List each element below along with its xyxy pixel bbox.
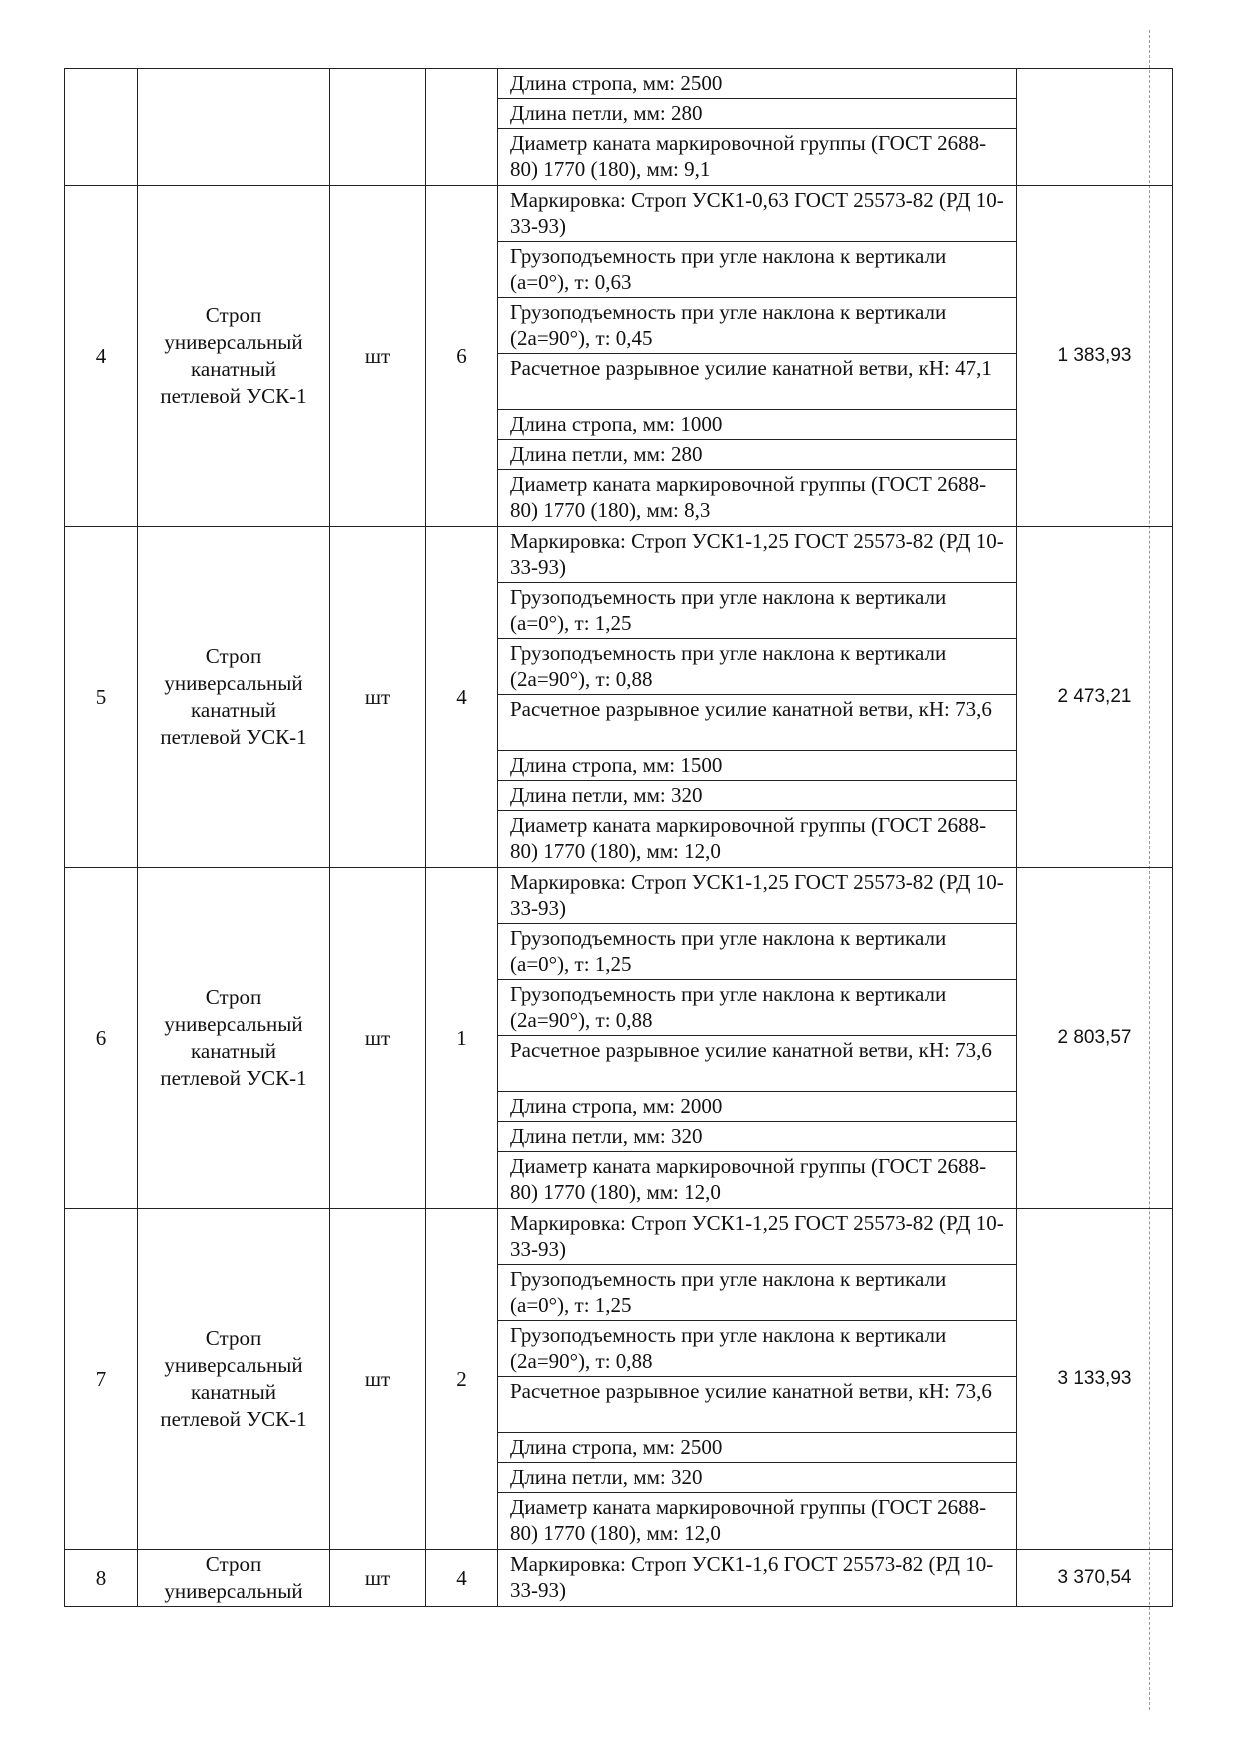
spec-line: Грузоподъемность при угле наклона к вертикали (a=0°), т: 0,63 [498, 242, 1016, 298]
quantity-cell: 1 [426, 868, 498, 1209]
spec-line: Грузоподъемность при угле наклона к вертикали (2a=90°), т: 0,88 [498, 1321, 1016, 1377]
spec-line: Диаметр каната маркировочной группы (ГОСТ 2688-80) 1770 (180), мм: 12,0 [510, 1154, 987, 1204]
quantity-cell: 2 [426, 1209, 498, 1550]
unit-cell: шт [330, 1209, 426, 1550]
spec-line: Грузоподъемность при угле наклона к вертикали (2a=90°), т: 0,45 [498, 298, 1016, 354]
row-number-cell: 8 [65, 1550, 138, 1607]
row-number-cell: 7 [65, 1209, 138, 1550]
row-number-cell: 4 [65, 186, 138, 527]
spec-line: Маркировка: Строп УСК1-0,63 ГОСТ 25573-82 (РД 10-33-93) [498, 186, 1016, 242]
price-cell: 3 133,93 [1017, 1209, 1173, 1550]
spec-line: Диаметр каната маркировочной группы (ГОСТ 2688-80) 1770 (180), мм: 12,0 [510, 1495, 987, 1545]
item-name-cell [138, 69, 330, 186]
spec-line: Длина петли, мм: 320 [498, 1463, 1016, 1493]
spec-line: Расчетное разрывное усилие канатной ветви, кН: 73,6 [498, 695, 1016, 751]
spec-line: Длина стропа, мм: 2500 [498, 69, 1016, 99]
row-number-cell: 6 [65, 868, 138, 1209]
unit-cell: шт [330, 527, 426, 868]
table-row [65, 527, 1173, 868]
price-cell: 1 383,93 [1017, 186, 1173, 527]
price-cell: 2 473,21 [1017, 527, 1173, 868]
unit-cell: шт [330, 186, 426, 527]
spec-line: Длина стропа, мм: 1500 [498, 751, 1016, 781]
table-body [65, 69, 1173, 1607]
quantity-cell: 4 [426, 1550, 498, 1607]
spec-line: Маркировка: Строп УСК1-1,25 ГОСТ 25573-82 (РД 10-33-93) [498, 1209, 1016, 1265]
specifications-cell [498, 1209, 1017, 1550]
spec-line: Маркировка: Строп УСК1-1,25 ГОСТ 25573-82 (РД 10-33-93) [498, 868, 1016, 924]
spec-line: Длина петли, мм: 320 [498, 1122, 1016, 1152]
specifications-cell [498, 527, 1017, 868]
spec-line: Грузоподъемность при угле наклона к вертикали (2a=90°), т: 0,88 [498, 639, 1016, 695]
item-name-cell: Строп универсальный канатный петлевой УСК-1 [138, 1209, 330, 1550]
price-cell: 2 803,57 [1017, 868, 1173, 1209]
spec-line: Грузоподъемность при угле наклона к вертикали (a=0°), т: 1,25 [498, 1265, 1016, 1321]
item-name-cell: Строп универсальный канатный петлевой УСК-1 [138, 527, 330, 868]
unit-cell: шт [330, 868, 426, 1209]
spec-line: Длина стропа, мм: 1000 [498, 410, 1016, 440]
spec-line: Диаметр каната маркировочной группы (ГОСТ 2688-80) 1770 (180), мм: 12,0 [510, 813, 987, 863]
spec-line: Расчетное разрывное усилие канатной ветви, кН: 73,6 [498, 1036, 1016, 1092]
quantity-cell: 4 [426, 527, 498, 868]
spec-line: Длина петли, мм: 280 [498, 440, 1016, 470]
spec-line: Маркировка: Строп УСК1-1,6 ГОСТ 25573-82 (РД 10-33-93) [510, 1552, 994, 1602]
spec-line: Длина стропа, мм: 2500 [498, 1433, 1016, 1463]
spec-line: Расчетное разрывное усилие канатной ветви, кН: 47,1 [498, 354, 1016, 410]
unit-cell: шт [330, 1550, 426, 1607]
specifications-cell [498, 186, 1017, 527]
spec-line: Маркировка: Строп УСК1-1,25 ГОСТ 25573-82 (РД 10-33-93) [498, 527, 1016, 583]
spec-line: Длина стропа, мм: 2000 [498, 1092, 1016, 1122]
row-number-cell: 5 [65, 527, 138, 868]
specifications-cell [498, 69, 1017, 186]
specification-table [64, 68, 1173, 1607]
spec-line: Длина петли, мм: 280 [498, 99, 1016, 129]
table-row [65, 186, 1173, 527]
item-name-cell: Строп универсальный канатный петлевой УСК-1 [138, 186, 330, 527]
spec-line: Грузоподъемность при угле наклона к вертикали (a=0°), т: 1,25 [498, 924, 1016, 980]
quantity-cell: 6 [426, 186, 498, 527]
specifications-cell [498, 1550, 1017, 1607]
table-row [65, 1550, 1173, 1607]
quantity-cell [426, 69, 498, 186]
spec-line: Диаметр каната маркировочной группы (ГОСТ 2688-80) 1770 (180), мм: 8,3 [510, 472, 987, 522]
spec-line: Грузоподъемность при угле наклона к вертикали (2a=90°), т: 0,88 [498, 980, 1016, 1036]
specifications-cell [498, 868, 1017, 1209]
spec-line: Диаметр каната маркировочной группы (ГОСТ 2688-80) 1770 (180), мм: 9,1 [510, 131, 987, 181]
table-row [65, 868, 1173, 1209]
price-cell: 3 370,54 [1017, 1550, 1173, 1607]
item-name-cell: Строп универсальный [138, 1550, 330, 1607]
row-number-cell [65, 69, 138, 186]
spec-line: Расчетное разрывное усилие канатной ветви, кН: 73,6 [498, 1377, 1016, 1433]
spec-line: Длина петли, мм: 320 [498, 781, 1016, 811]
table-row [65, 1209, 1173, 1550]
price-cell [1017, 69, 1173, 186]
spec-line: Грузоподъемность при угле наклона к вертикали (a=0°), т: 1,25 [498, 583, 1016, 639]
item-name-cell: Строп универсальный канатный петлевой УСК-1 [138, 868, 330, 1209]
table-row [65, 69, 1173, 186]
unit-cell [330, 69, 426, 186]
